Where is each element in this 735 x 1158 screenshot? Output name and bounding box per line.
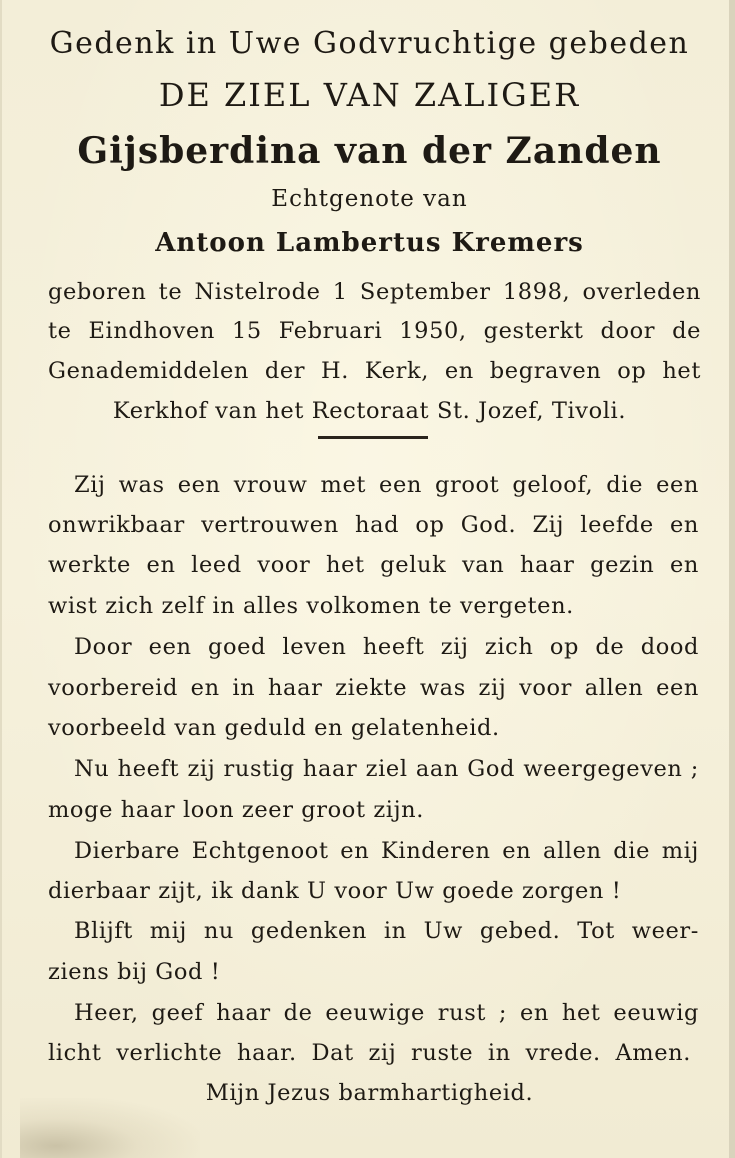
- body-line: wist zich zelf in alles volkomen te vergeten.: [48, 593, 574, 619]
- body-line: Nu heeft zij rustig haar ziel aan God weergegeven ;: [74, 756, 699, 782]
- body-line: werkte en leed voor het geluk van haar gezin en: [48, 552, 699, 578]
- body-line: ziens bij God !: [48, 959, 221, 985]
- deceased-name: Gijsberdina van der Zanden: [77, 130, 662, 172]
- biography-line: Genademiddelen der H. Kerk, en begraven op het: [48, 358, 701, 384]
- body-line: voorbeeld van geduld en gelatenheid.: [48, 715, 500, 741]
- biography-line: Kerkhof van het Rectoraat St. Jozef, Tivoli.: [112, 398, 627, 424]
- body-line: licht verlichte haar. Dat zij ruste in vrede. Amen.: [48, 1040, 691, 1066]
- header-prayer-line: Gedenk in Uwe Godvruchtige gebeden: [49, 26, 690, 61]
- body-line: Dierbare Echtgenoot en Kinderen en allen die mij: [74, 838, 699, 864]
- body-line: Blijft mij nu gedenken in Uw gebed. Tot weer-: [74, 918, 699, 944]
- body-line: Zij was een vrouw met een groot geloof, die een: [74, 472, 699, 498]
- header-soul-line: DE ZIEL VAN ZALIGER: [158, 76, 581, 114]
- body-line: Heer, geef haar de eeuwige rust ; en het eeuwig: [74, 1000, 699, 1026]
- biography-line: te Eindhoven 15 Februari 1950, gesterkt door de: [48, 318, 701, 344]
- section-divider: [318, 436, 428, 439]
- body-line: moge haar loon zeer groot zijn.: [48, 797, 425, 823]
- paper-stain: [20, 1098, 200, 1158]
- body-line: Door een goed leven heeft zij zich op de dood: [74, 634, 699, 660]
- body-line: voorbereid en in haar ziekte was zij voor allen een: [48, 675, 699, 701]
- spouse-name: Antoon Lambertus Kremers: [155, 228, 584, 258]
- body-line: onwrikbaar vertrouwen had op God. Zij leefde en: [48, 512, 699, 538]
- spouse-intro: Echtgenote van: [271, 186, 468, 212]
- closing-prayer: Mijn Jezus barmhartigheid.: [205, 1080, 534, 1106]
- body-line: dierbaar zijt, ik dank U voor Uw goede zorgen !: [48, 878, 622, 904]
- biography-line: geboren te Nistelrode 1 September 1898, overleden: [48, 279, 701, 305]
